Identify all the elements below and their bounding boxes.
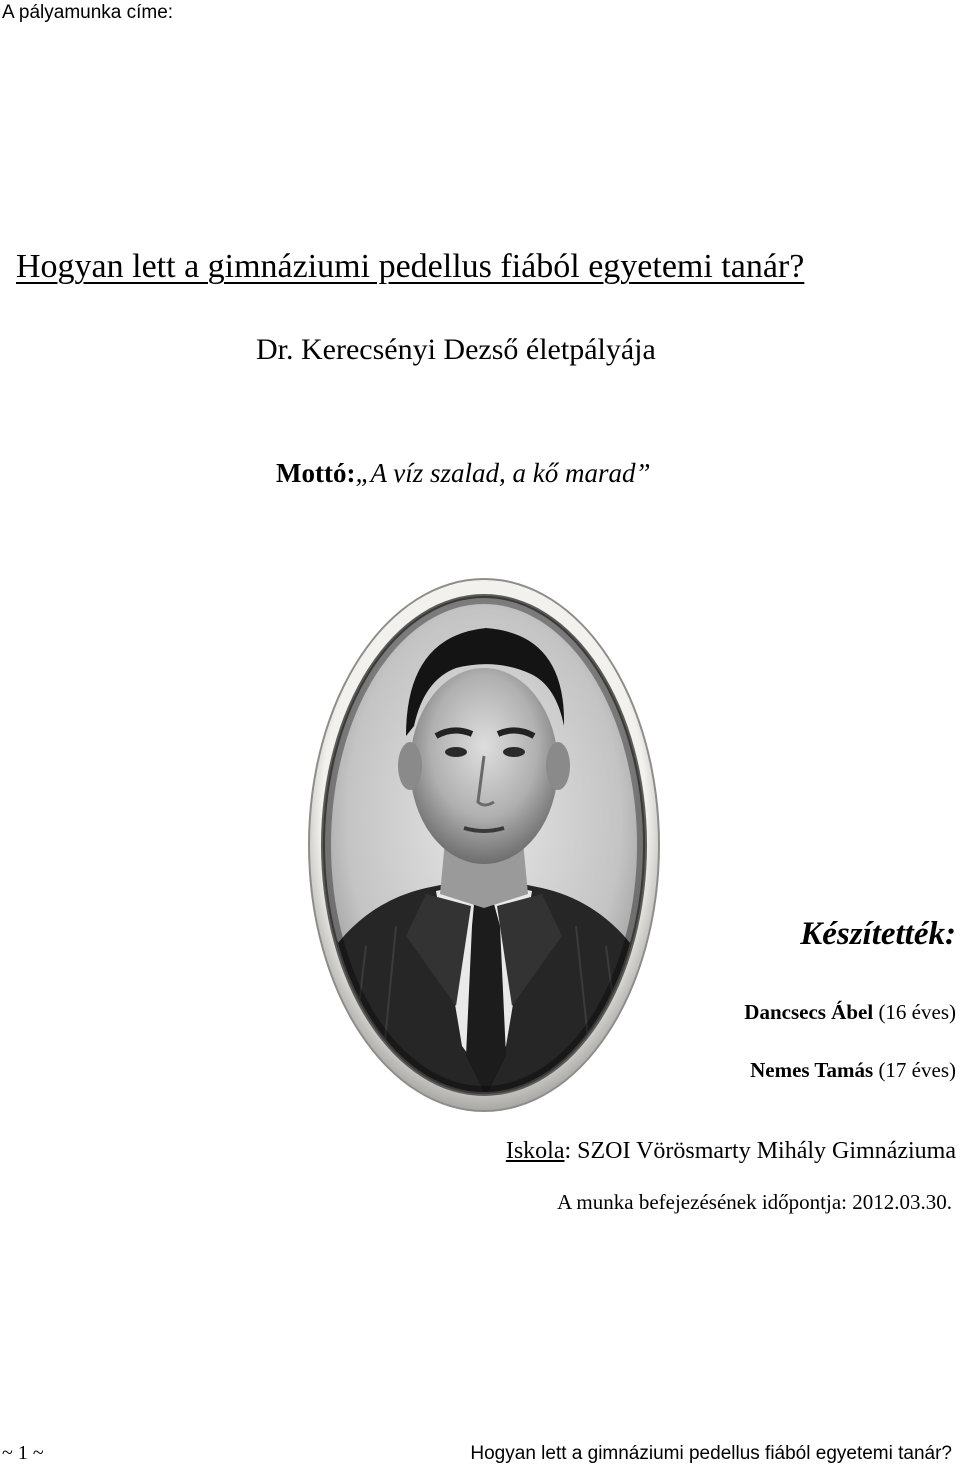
author-age: (17 éves) (873, 1058, 956, 1082)
motto (276, 458, 651, 489)
school-label: Iskola (505, 1138, 565, 1164)
footer-page-number: ~ 1 ~ (2, 1442, 44, 1464)
school-value: : SZOI Vörösmarty Mihály Gimnáziuma (564, 1138, 956, 1164)
page-title: Hogyan lett a gimnáziumi pedellus fiából egyetemi tanár? (16, 248, 805, 285)
motto-label: Mottó: (276, 458, 356, 488)
author-line (750, 1058, 956, 1083)
author-line (744, 1000, 956, 1025)
author-name: Dancsecs Ábel (744, 1000, 874, 1024)
portrait-photo (306, 576, 662, 1114)
motto-text: „A víz szalad, a kő marad” (355, 458, 651, 488)
authors-heading: Készítették: (800, 916, 956, 952)
footer-title: Hogyan lett a gimnáziumi pedellus fiából egyetemi tanár? (470, 1443, 952, 1464)
author-name: Nemes Tamás (750, 1058, 874, 1082)
header-label: A pályamunka címe: (2, 2, 174, 23)
completion-date: A munka befejezésének időpontja: 2012.03.30. (557, 1190, 952, 1214)
page-subtitle: Dr. Kerecsényi Dezső életpályája (256, 333, 656, 366)
school-line (506, 1138, 956, 1165)
author-age: (16 éves) (873, 1000, 956, 1024)
portrait-frame (306, 576, 662, 1114)
